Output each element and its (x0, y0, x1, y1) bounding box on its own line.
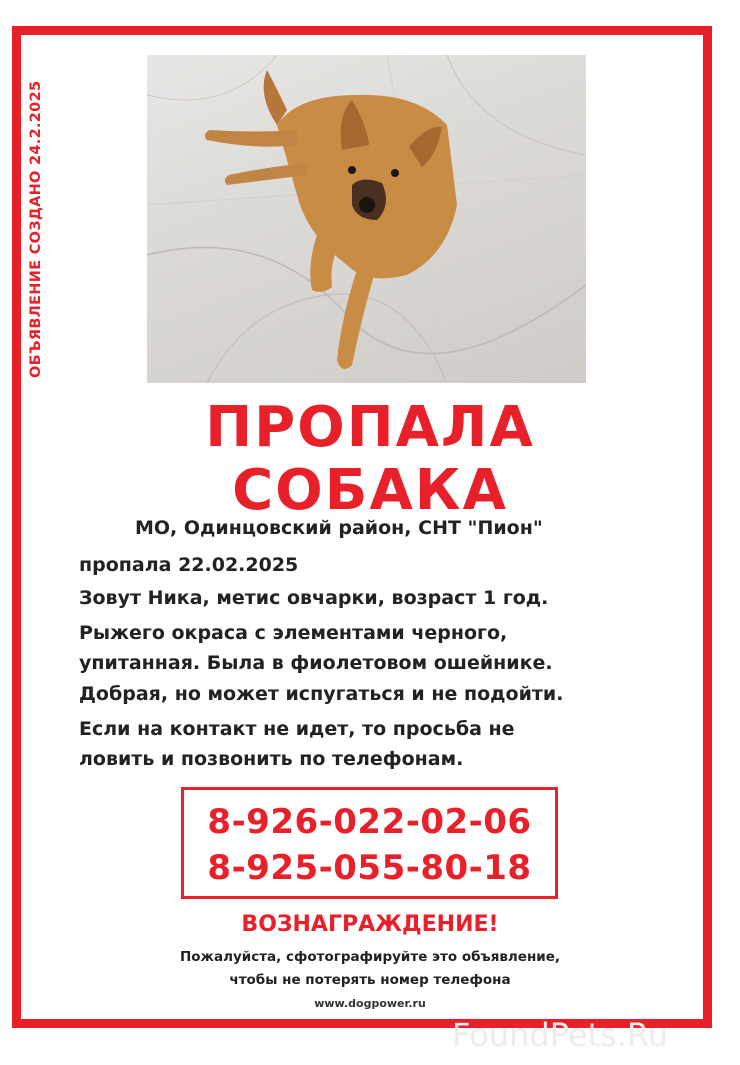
website-link[interactable]: www.dogpower.ru (314, 997, 426, 1010)
dog-illustration (147, 55, 586, 383)
note-line-2: чтобы не потерять номер телефона (229, 972, 511, 988)
description-line-1: Рыжего окраса с элементами черного, (79, 622, 508, 644)
reward-label: ВОЗНАГРАЖДЕНИЕ! (241, 912, 499, 937)
note-line-1: Пожалуйста, сфотографируйте это объявление, (179, 949, 561, 965)
phone-box (181, 787, 558, 899)
creation-date-label: ОБЪЯВЛЕНИЕ СОЗДАНО 24.2.2025 (28, 80, 44, 378)
title-lost: ПРОПАЛА (205, 395, 535, 460)
lost-date: пропала 22.02.2025 (79, 554, 299, 576)
instruction-line-2: ловить и позвонить по телефонам. (79, 748, 464, 770)
phone-number-1[interactable]: 8-926-022-02-06 (207, 802, 532, 842)
phone-number-2[interactable]: 8-925-055-80-18 (207, 848, 532, 888)
watermark: FoundPets.Ru (452, 1016, 669, 1054)
dog-name-breed: Зовут Ника, метис овчарки, возраст 1 год. (79, 587, 549, 609)
title-dog: СОБАКА (232, 458, 508, 523)
instruction-line-1: Если на контакт не идет, то просьба не (79, 718, 515, 740)
description-line-3: Добрая, но может испугаться и не подойти. (79, 683, 564, 705)
description-line-2: упитанная. Была в фиолетовом ошейнике. (79, 652, 553, 674)
dog-photo (147, 55, 586, 383)
location-text: МО, Одинцовский район, СНТ "Пион" (135, 517, 543, 539)
